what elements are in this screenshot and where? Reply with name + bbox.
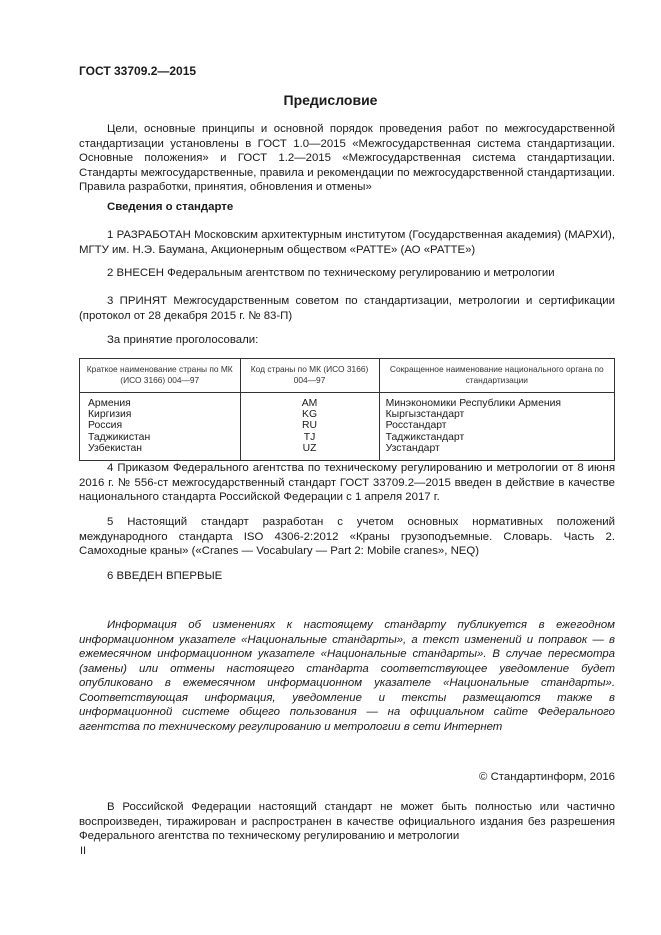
table-header-row <box>80 359 615 393</box>
item-4-paragraph: 4 Приказом Федерального агентства по техническому регулированию и метрологии от 8 июня 2016 г. № 556-ст межгосударственный стандарт ГОСТ 33709.2—2015 введен в действие в качестве национального стандарта Российской Федерации с 1 апреля 2017 г. <box>79 462 615 503</box>
table-cell-organ: Минэкономики Республики Армения <box>379 393 614 410</box>
table-cell-code: RU <box>240 420 379 431</box>
copyright-line: © Стандартинформ, 2016 <box>479 771 615 783</box>
info-notice: Информация об изменениях к настоящему стандарту публикуется в ежегодном информационном указателе «Национальные стандарты», а текст изменений и поправок — в ежемесячном информационном указателе «Национальные стандарты». В случае пересмотра (замены) или отмены настоящего стандарта соответствующее уведомление будет опубликовано в ежемесячном информационном указателе «Национальные стандарты». Соответствующая информация, уведомление и тексты размещаются также в информационной системе общего пользования — на официальном сайте Федерального агентства по техническому регулированию и метрологии в сети Интернет <box>79 619 615 733</box>
table-cell-country: Таджикистан <box>80 432 241 443</box>
table-cell-organ: Кыргызстандарт <box>379 409 614 420</box>
table-row <box>80 432 615 443</box>
page-number: II <box>80 845 87 857</box>
item-2-paragraph: 2 ВНЕСЕН Федеральным агентством по техническому регулированию и метрологии <box>107 267 555 279</box>
table-header-country: Краткое наименование страны по МК (ИСО 3166) 004—97 <box>80 359 241 393</box>
item-1-paragraph: 1 РАЗРАБОТАН Московским архитектурным институтом (Государственная академия) (МАРХИ), МГТУ им. Н.Э. Баумана, Акционерным обществом «РАТТЕ» (АО «РАТТЕ») <box>79 229 615 256</box>
table-cell-code: TJ <box>240 432 379 443</box>
table-row <box>80 393 615 410</box>
table-header-organ: Сокращенное наименование национального органа по стандартизации <box>379 359 614 393</box>
table-cell-code: KG <box>240 409 379 420</box>
table-cell-organ: Узстандарт <box>379 443 614 461</box>
table-header-code: Код страны по МК (ИСО 3166) 004—97 <box>240 359 379 393</box>
reproduction-notice: В Российской Федерации настоящий стандарт не может быть полностью или частично воспроизведен, тиражирован и распространен в качестве официального издания без разрешения Федерального агентства по техническому регулированию и метрологии <box>79 801 615 842</box>
table-row <box>80 443 615 461</box>
table-cell-country: Армения <box>80 393 241 410</box>
vote-intro: За принятие проголосовали: <box>107 334 259 346</box>
table-cell-organ: Росстандарт <box>379 420 614 431</box>
intro-paragraph: Цели, основные принципы и основной порядок проведения работ по межгосударственной стандартизации установлены в ГОСТ 1.0—2015 «Межгосударственная система стандартизации. Основные положения» и ГОСТ 1.2—2015 «Межгосударственная система стандартизации. Стандарты межгосударственные, правила и рекомендации по межгосударственной стандартизации. Правила разработки, принятия, обновления и отмены» <box>79 123 615 193</box>
table-cell-country: Россия <box>80 420 241 431</box>
table-cell-code: AM <box>240 393 379 410</box>
table-cell-country: Киргизия <box>80 409 241 420</box>
table-cell-country: Узбекистан <box>80 443 241 461</box>
table-row <box>80 409 615 420</box>
item-6-paragraph: 6 ВВЕДЕН ВПЕРВЫЕ <box>107 570 223 582</box>
table-cell-organ: Таджикстандарт <box>379 432 614 443</box>
voting-table <box>79 358 615 461</box>
page-title: Предисловие <box>283 92 378 108</box>
table-row <box>80 420 615 431</box>
table-cell-code: UZ <box>240 443 379 461</box>
section-subheading: Сведения о стандарте <box>107 201 234 213</box>
item-5-paragraph: 5 Настоящий стандарт разработан с учетом основных нормативных положений международного стандарта ISO 4306-2:2012 «Краны грузоподъемные. Словарь. Часть 2. Самоходные краны» («Cranes — Vocabulary — Part 2: Mobile cranes», NEQ) <box>79 516 615 557</box>
document-header: ГОСТ 33709.2—2015 <box>79 64 197 78</box>
item-3-paragraph: 3 ПРИНЯТ Межгосударственным советом по стандартизации, метрологии и сертификации (протокол от 28 декабря 2015 г. № 83-П) <box>79 295 615 322</box>
